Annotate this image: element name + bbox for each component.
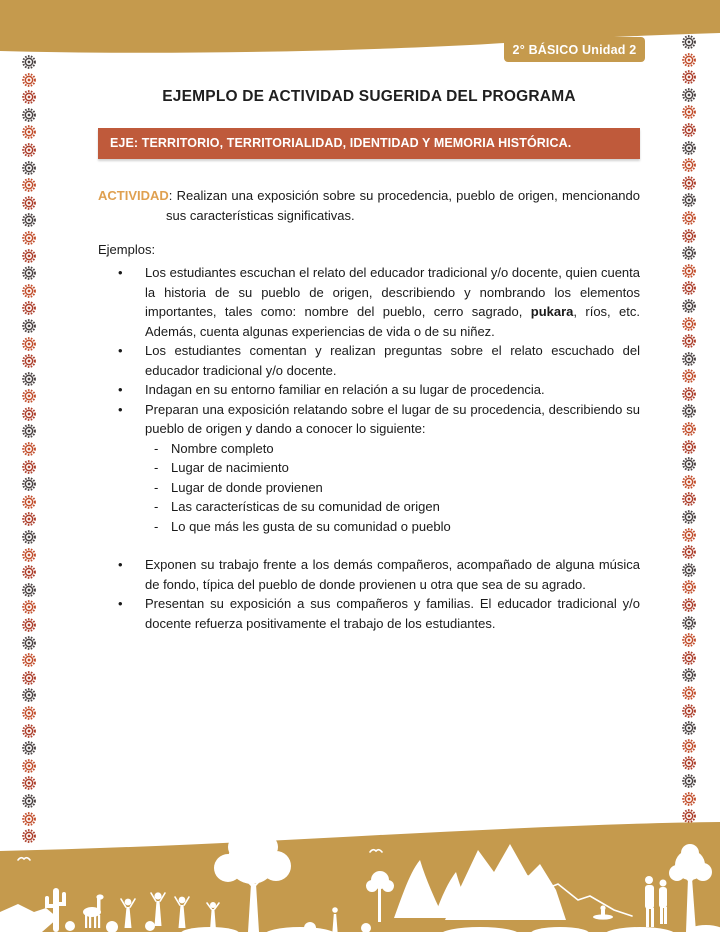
activity-colon: : bbox=[168, 188, 177, 203]
exposition-sublist bbox=[145, 439, 640, 537]
rosette-gear-icon bbox=[681, 87, 697, 103]
rosette-gear-icon bbox=[21, 318, 37, 334]
rosette-gear-icon bbox=[21, 195, 37, 211]
left-ornament-border bbox=[21, 54, 37, 844]
bullet-text: , ríos, etc. Además, cuenta algunas experiencias de vida o de su niñez. bbox=[145, 304, 641, 339]
rosette-gear-icon bbox=[681, 228, 697, 244]
rosette-gear-icon bbox=[681, 263, 697, 279]
rosette-gear-icon bbox=[681, 192, 697, 208]
rosette-gear-icon bbox=[21, 406, 37, 422]
rosette-gear-icon bbox=[681, 368, 697, 384]
rosette-gear-icon bbox=[681, 140, 697, 156]
rosette-gear-icon bbox=[21, 72, 37, 88]
rosette-gear-icon bbox=[21, 635, 37, 651]
content-area bbox=[98, 88, 640, 633]
rosette-gear-icon bbox=[21, 89, 37, 105]
rosette-gear-icon bbox=[681, 509, 697, 525]
examples-list bbox=[98, 263, 640, 633]
rosette-gear-icon bbox=[21, 142, 37, 158]
rosette-gear-icon bbox=[681, 491, 697, 507]
unit-badge-label: 2° BÁSICO Unidad 2 bbox=[512, 42, 637, 57]
sublist-item: - Nombre completo bbox=[171, 439, 640, 459]
sublist-item: - Lugar de nacimiento bbox=[171, 458, 640, 478]
rosette-gear-icon bbox=[21, 529, 37, 545]
bullet-bold-term: pukara bbox=[530, 304, 574, 319]
rosette-gear-icon bbox=[21, 283, 37, 299]
rosette-gear-icon bbox=[681, 773, 697, 789]
rosette-gear-icon bbox=[21, 177, 37, 193]
rosette-gear-icon bbox=[681, 34, 697, 50]
rosette-gear-icon bbox=[681, 245, 697, 261]
list-item bbox=[145, 263, 640, 341]
right-ornament-border bbox=[681, 34, 697, 824]
rosette-gear-icon bbox=[681, 421, 697, 437]
activity-paragraph bbox=[98, 186, 640, 225]
rosette-gear-icon bbox=[681, 316, 697, 332]
sublist-item: - Las características de su comunidad de origen bbox=[171, 497, 640, 517]
rosette-gear-icon bbox=[681, 527, 697, 543]
rosette-gear-icon bbox=[21, 336, 37, 352]
list-item: • Exponen su trabajo frente a los demás compañeros, acompañado de alguna música de fondo, típica del pueblo de donde provienen u otra que sea de su agrado. bbox=[145, 555, 640, 594]
rosette-gear-icon bbox=[21, 54, 37, 70]
rosette-gear-icon bbox=[21, 107, 37, 123]
rosette-gear-icon bbox=[681, 439, 697, 455]
rosette-gear-icon bbox=[681, 386, 697, 402]
rosette-gear-icon bbox=[681, 175, 697, 191]
rosette-gear-icon bbox=[681, 474, 697, 490]
rosette-gear-icon bbox=[21, 371, 37, 387]
rosette-gear-icon bbox=[21, 353, 37, 369]
rosette-gear-icon bbox=[681, 579, 697, 595]
rosette-gear-icon bbox=[681, 615, 697, 631]
list-item bbox=[145, 400, 640, 537]
rosette-gear-icon bbox=[681, 333, 697, 349]
bullet-text: Los estudiantes escuchan el relato del educador tradicional y/o docente, quien cuenta la historia de su pueblo de origen, describiendo y nombrando los elementos importantes, tales como: nombre del pueblo, cerro sagrado, bbox=[145, 265, 640, 319]
rosette-gear-icon bbox=[681, 104, 697, 120]
rosette-gear-icon bbox=[681, 280, 697, 296]
bottom-landscape-illustration bbox=[0, 820, 720, 932]
rosette-gear-icon bbox=[21, 547, 37, 563]
rosette-gear-icon bbox=[681, 685, 697, 701]
rosette-gear-icon bbox=[681, 210, 697, 226]
rosette-gear-icon bbox=[21, 494, 37, 510]
rosette-gear-icon bbox=[681, 157, 697, 173]
rosette-gear-icon bbox=[681, 597, 697, 613]
rosette-gear-icon bbox=[681, 738, 697, 754]
rosette-gear-icon bbox=[21, 230, 37, 246]
rosette-gear-icon bbox=[21, 441, 37, 457]
rosette-gear-icon bbox=[681, 755, 697, 771]
rosette-gear-icon bbox=[681, 720, 697, 736]
rosette-gear-icon bbox=[21, 248, 37, 264]
rosette-gear-icon bbox=[21, 564, 37, 580]
rosette-gear-icon bbox=[21, 793, 37, 809]
eje-banner: EJE: TERRITORIO, TERRITORIALIDAD, IDENTIDAD Y MEMORIA HISTÓRICA. bbox=[98, 128, 640, 159]
sublist-item: - Lugar de donde provienen bbox=[171, 478, 640, 498]
rosette-gear-icon bbox=[21, 160, 37, 176]
rosette-gear-icon bbox=[21, 758, 37, 774]
rosette-gear-icon bbox=[21, 300, 37, 316]
rosette-gear-icon bbox=[21, 476, 37, 492]
rosette-gear-icon bbox=[21, 652, 37, 668]
activity-text: Realizan una exposición sobre su procedencia, pueblo de origen, mencionando sus características significativas. bbox=[166, 188, 640, 223]
rosette-gear-icon bbox=[681, 650, 697, 666]
rosette-gear-icon bbox=[681, 52, 697, 68]
rosette-gear-icon bbox=[681, 632, 697, 648]
rosette-gear-icon bbox=[21, 511, 37, 527]
rosette-gear-icon bbox=[21, 212, 37, 228]
bullet-text: Preparan una exposición relatando sobre el lugar de su procedencia, describiendo su pueblo de origen y dando a conocer lo siguiente: bbox=[145, 401, 640, 436]
rosette-gear-icon bbox=[681, 544, 697, 560]
rosette-gear-icon bbox=[21, 705, 37, 721]
unit-badge bbox=[504, 37, 645, 62]
rosette-gear-icon bbox=[681, 351, 697, 367]
rosette-gear-icon bbox=[21, 423, 37, 439]
rosette-gear-icon bbox=[681, 69, 697, 85]
activity-label: ACTIVIDAD bbox=[98, 188, 169, 203]
rosette-gear-icon bbox=[681, 703, 697, 719]
rosette-gear-icon bbox=[21, 775, 37, 791]
rosette-gear-icon bbox=[21, 740, 37, 756]
rosette-gear-icon bbox=[681, 403, 697, 419]
list-item: • Presentan su exposición a sus compañeros y familias. El educador tradicional y/o docente refuerza positivamente el trabajo de los estudiantes. bbox=[145, 594, 640, 633]
rosette-gear-icon bbox=[21, 599, 37, 615]
rosette-gear-icon bbox=[21, 582, 37, 598]
rosette-gear-icon bbox=[21, 124, 37, 140]
rosette-gear-icon bbox=[21, 617, 37, 633]
list-item: • Indagan en su entorno familiar en relación a su lugar de procedencia. bbox=[145, 380, 640, 400]
examples-heading: Ejemplos: bbox=[98, 242, 156, 257]
rosette-gear-icon bbox=[681, 298, 697, 314]
rosette-gear-icon bbox=[21, 687, 37, 703]
rosette-gear-icon bbox=[681, 667, 697, 683]
rosette-gear-icon bbox=[681, 791, 697, 807]
rosette-gear-icon bbox=[681, 456, 697, 472]
rosette-gear-icon bbox=[21, 265, 37, 281]
rosette-gear-icon bbox=[21, 388, 37, 404]
rosette-gear-icon bbox=[21, 670, 37, 686]
rosette-gear-icon bbox=[21, 723, 37, 739]
rosette-gear-icon bbox=[681, 562, 697, 578]
list-item: • Los estudiantes comentan y realizan preguntas sobre el relato escuchado del educador tradicional y/o docente. bbox=[145, 341, 640, 380]
sublist-item: - Lo que más les gusta de su comunidad o pueblo bbox=[171, 517, 640, 537]
page-title: EJEMPLO DE ACTIVIDAD SUGERIDA DEL PROGRAMA bbox=[162, 88, 576, 105]
rosette-gear-icon bbox=[21, 459, 37, 475]
rosette-gear-icon bbox=[681, 122, 697, 138]
